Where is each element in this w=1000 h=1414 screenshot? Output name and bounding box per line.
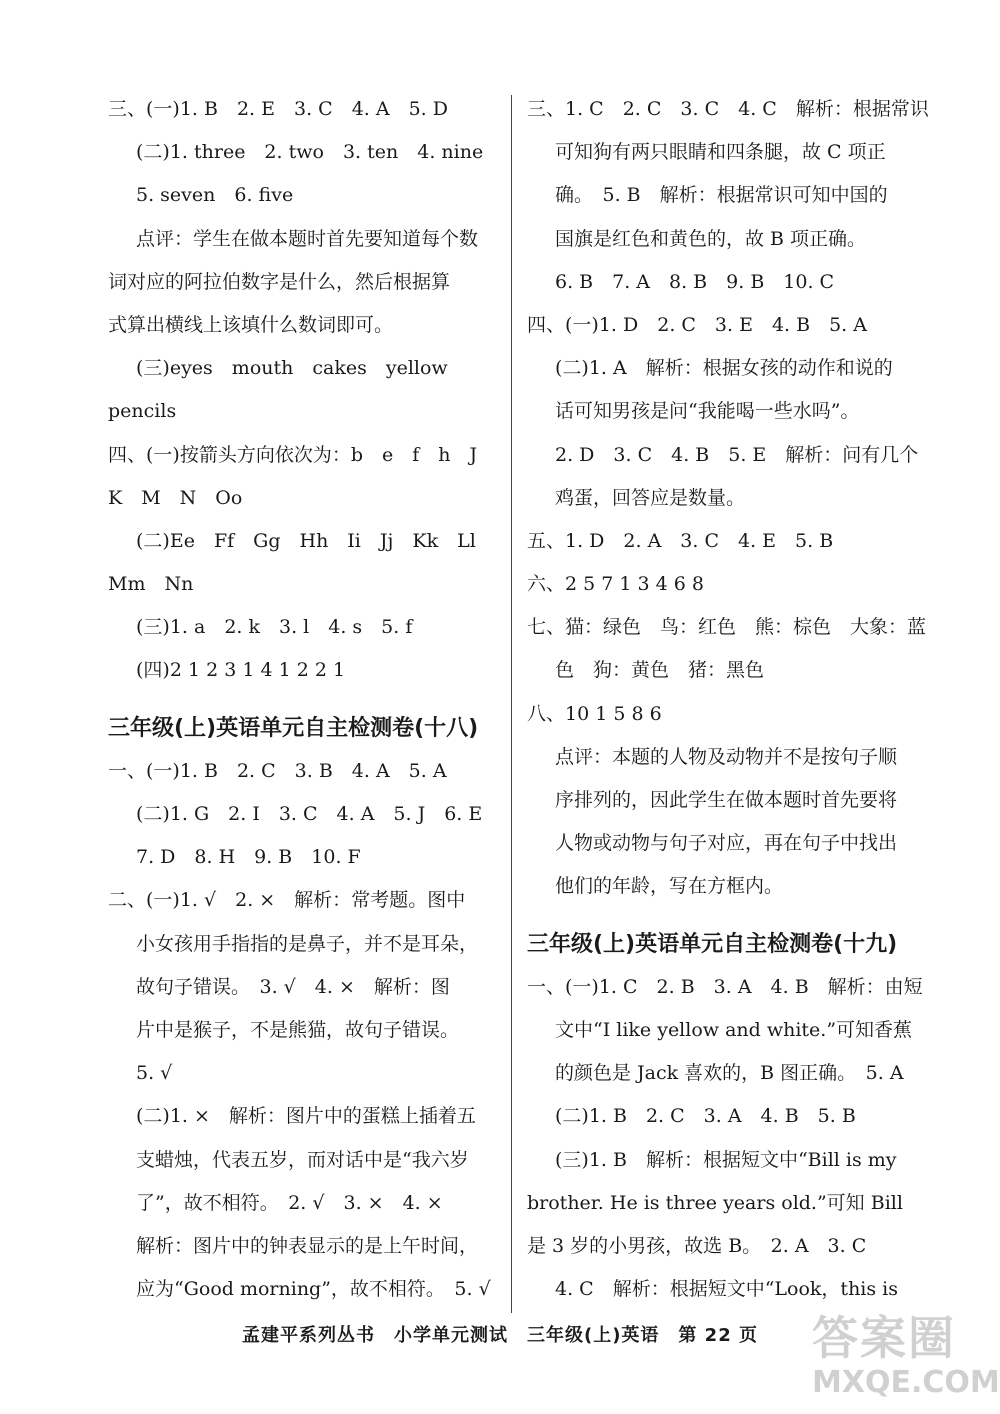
answer-line: 片中是猴子，不是熊猫，故句子错误。 — [136, 1018, 460, 1041]
answer-line: 确。 5. B 解析：根据常识可知中国的 — [555, 184, 888, 207]
watermark-url: MXQE.COM — [812, 1365, 1000, 1400]
answer-line: (二)1. G 2. I 3. C 4. A 5. J 6. E — [136, 803, 483, 825]
comment-line: 式算出横线上该填什么数词即可。 — [108, 313, 394, 336]
answer-line: 七、猫：绿色 鸟：红色 熊：棕色 大象：蓝 — [527, 616, 927, 639]
answer-line: 应为“Good morning”，故不相符。 5. √ — [136, 1278, 491, 1301]
comment-line: 人物或动物与句子对应，再在句子中找出 — [555, 832, 898, 855]
answer-line: 色 狗：黄色 猪：黑色 — [555, 659, 765, 682]
comment-line: 他们的年龄，写在方框内。 — [555, 875, 784, 898]
answer-line: 一、(一)1. B 2. C 3. B 4. A 5. A — [108, 759, 447, 782]
watermark-logo — [812, 1310, 1000, 1406]
section-title: 三年级(上)英语单元自主检测卷(十八) — [108, 715, 479, 741]
comment-line: 词对应的阿拉伯数字是什么，然后根据算 — [108, 270, 451, 293]
answer-line: (二)Ee Ff Gg Hh Ii Jj Kk Ll — [136, 529, 476, 552]
comment-line: 序排列的，因此学生在做本题时首先要将 — [555, 789, 898, 811]
answer-line: K M N Oo — [108, 486, 243, 509]
answer-line: brother. He is three years old.”可知 Bill — [527, 1191, 903, 1214]
answer-line: 解析：图片中的钟表显示的是上午时间， — [136, 1234, 479, 1257]
answer-line: 2. D 3. C 4. B 5. E 解析：问有几个 — [555, 443, 919, 466]
answer-line: pencils — [108, 400, 177, 423]
answer-line: 5. √ — [136, 1062, 173, 1085]
answer-line: 小女孩用手指指的是鼻子，并不是耳朵， — [136, 932, 479, 955]
column-divider — [511, 95, 512, 1313]
answer-line: 一、(一)1. C 2. B 3. A 4. B 解析：由短 — [527, 975, 923, 998]
answer-line: (四)2 1 2 3 1 4 1 2 2 1 — [136, 659, 346, 682]
answer-line: (二)1. × 解析：图片中的蛋糕上插着五 — [136, 1105, 476, 1128]
answer-line: 6. B 7. A 8. B 9. B 10. C — [555, 270, 835, 293]
left-column — [108, 88, 503, 1311]
answer-line: (二)1. B 2. C 3. A 4. B 5. B — [555, 1105, 856, 1128]
answer-line: (三)1. a 2. k 3. l 4. s 5. f — [136, 616, 413, 639]
answer-line: 八、10 1 5 8 6 — [527, 702, 662, 725]
answer-line: (三)eyes mouth cakes yellow — [136, 357, 448, 380]
answer-line: 文中“I like yellow and white.”可知香蕉 — [555, 1018, 913, 1041]
answer-line: 三、(一)1. B 2. E 3. C 4. A 5. D — [108, 98, 448, 120]
answer-line: 4. C 解析：根据短文中“Look，this is — [555, 1278, 898, 1301]
answer-line: 支蜡烛，代表五岁，而对话中是“我六岁 — [136, 1148, 469, 1171]
answer-line: (三)1. B 解析：根据短文中“Bill is my — [555, 1148, 897, 1171]
answer-line: (二)1. A 解析：根据女孩的动作和说的 — [555, 357, 893, 380]
answer-line: 鸡蛋，回答应是数量。 — [555, 486, 746, 509]
answer-line: 是 3 岁的小男孩，故选 B。 2. A 3. C — [527, 1234, 867, 1257]
answer-line: 故句子错误。 3. √ 4. × 解析：图 — [136, 975, 450, 998]
answer-line: 五、1. D 2. A 3. C 4. E 5. B — [527, 529, 834, 552]
watermark-text: 答案圈 — [812, 1311, 956, 1365]
answer-line: 六、2 5 7 1 3 4 6 8 — [527, 573, 704, 596]
section-title: 三年级(上)英语单元自主检测卷(十九) — [527, 931, 898, 957]
answer-line: 四、(一)按箭头方向依次为：b e f h J — [108, 443, 478, 466]
answer-line: 二、(一)1. √ 2. × 解析：常考题。图中 — [108, 889, 466, 912]
comment-line: 点评：学生在做本题时首先要知道每个数 — [136, 227, 479, 250]
answer-line: 三、1. C 2. C 3. C 4. C 解析：根据常识 — [527, 98, 929, 120]
answer-line: 可知狗有两只眼睛和四条腿，故 C 项正 — [555, 141, 886, 164]
answer-line: 国旗是红色和黄色的，故 B 项正确。 — [555, 227, 867, 250]
comment-line: 点评：本题的人物及动物并不是按句子顺 — [555, 745, 898, 768]
page-footer: 孟建平系列丛书 小学单元测试 三年级(上)英语 第 22 页 — [241, 1325, 759, 1346]
right-column — [527, 88, 929, 1311]
answer-line: (二)1. three 2. two 3. ten 4. nine — [136, 141, 484, 164]
answer-line: 7. D 8. H 9. B 10. F — [136, 846, 361, 869]
answer-line: 四、(一)1. D 2. C 3. E 4. B 5. A — [527, 313, 867, 336]
answer-line: 了”，故不相符。 2. √ 3. × 4. × — [136, 1191, 443, 1214]
answer-line: 话可知男孩是问“我能喝一些水吗”。 — [555, 400, 860, 423]
answer-line: 5. seven 6. five — [136, 184, 294, 207]
answer-line: Mm Nn — [108, 573, 194, 596]
answer-line: 的颜色是 Jack 喜欢的，B 图正确。 5. A — [555, 1062, 904, 1085]
